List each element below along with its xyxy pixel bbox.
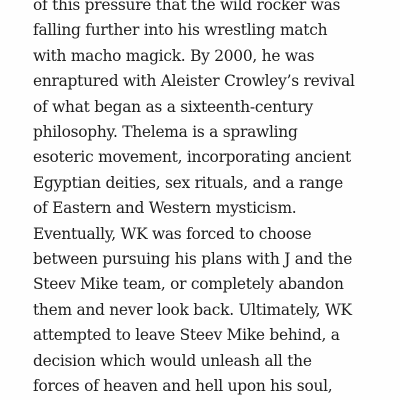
article-body [33,0,393,400]
text-line-7: esoteric movement, incorporating ancient [33,148,351,167]
text-line-11: between pursuing his plans with J and the [33,250,353,269]
text-line-16: forces of heaven and hell upon his soul, [33,377,333,396]
text-line-10: Eventually, WK was forced to choose [33,224,312,243]
text-line-4: enraptured with Aleister Crowley’s revival [33,72,355,91]
text-line-15: decision which would unleash all the [33,351,312,370]
text-line-9: of Eastern and Western mysticism. [33,199,297,218]
text-line-1: of this pressure that the wild rocker was [33,0,341,14]
text-line-12: Steev Mike team, or completely abandon [33,275,344,294]
text-line-3: with macho magick. By 2000, he was [33,46,315,65]
text-line-5: of what began as a sixteenth-century [33,97,313,116]
text-line-13: them and never look back. Ultimately, WK [33,300,352,319]
text-line-6: philosophy. Thelema is a sprawling [33,123,298,142]
text-line-14: attempted to leave Steev Mike behind, a [33,326,340,345]
text-line-8: Egyptian deities, sex rituals, and a range [33,173,344,192]
text-line-2: falling further into his wrestling match [33,21,328,40]
